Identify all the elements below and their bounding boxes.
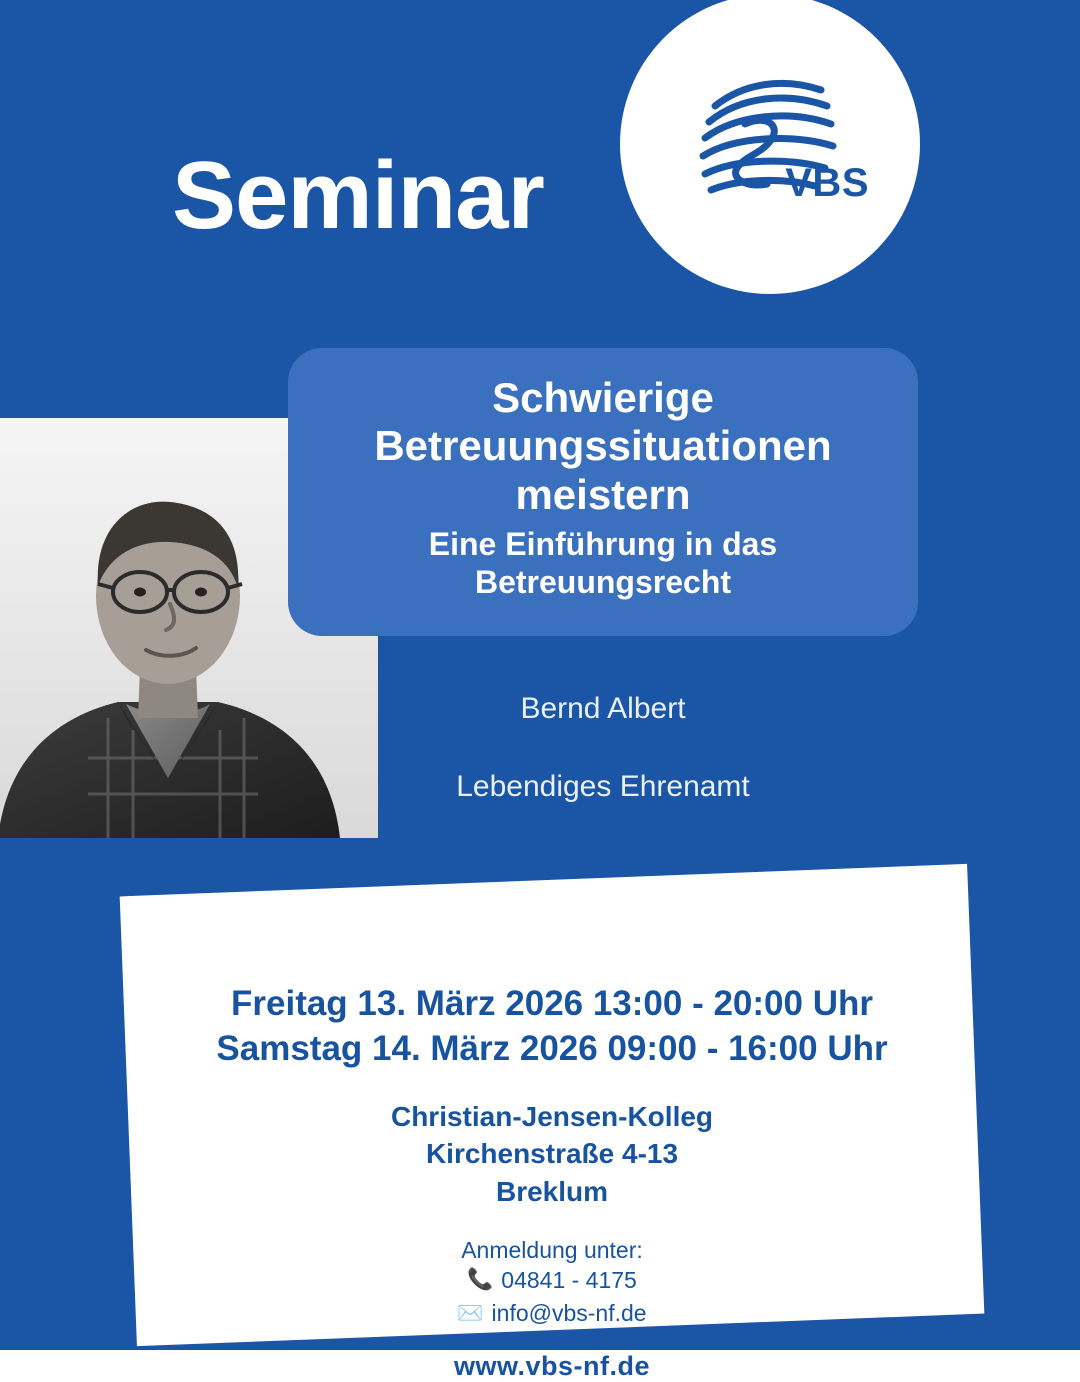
- website-link[interactable]: www.vbs-nf.de: [453, 1350, 650, 1381]
- seminar-topic: Schwierige Betreuungssituationen meistern: [374, 374, 832, 518]
- phone-row[interactable]: [168, 1264, 936, 1297]
- page-title: Seminar: [172, 142, 544, 249]
- registration-label: Anmeldung unter:: [461, 1236, 643, 1263]
- venue-block: [168, 1098, 936, 1211]
- seminar-title-card: [288, 348, 918, 636]
- logo-badge: [620, 0, 920, 294]
- date-line-1: Freitag 13. März 2026 13:00 - 20:00 Uhr: [231, 984, 873, 1023]
- venue-city: Breklum: [495, 1176, 609, 1208]
- email-row[interactable]: [168, 1297, 936, 1330]
- seminar-subtitle: Eine Einführung in das Betreuungsrecht: [428, 525, 778, 601]
- speaker-organisation: Lebendiges Ehrenamt: [456, 770, 750, 803]
- speaker-name: Bernd Albert: [520, 692, 686, 725]
- email-address: info@vbs-nf.de: [491, 1300, 647, 1327]
- phone-icon: 📞: [467, 1268, 494, 1292]
- venue-street: Kirchenstraße 4-13: [425, 1138, 679, 1170]
- phone-number: 04841 - 4175: [501, 1266, 637, 1293]
- date-line-2: Samstag 14. März 2026 09:00 - 16:00 Uhr: [216, 1028, 888, 1068]
- venue-name: Christian-Jensen-Kolleg: [390, 1100, 714, 1132]
- info-content: [128, 920, 976, 1381]
- envelope-icon: ✉️: [457, 1301, 484, 1325]
- logo-text: VBS: [785, 161, 869, 205]
- logo-mark: [675, 64, 869, 224]
